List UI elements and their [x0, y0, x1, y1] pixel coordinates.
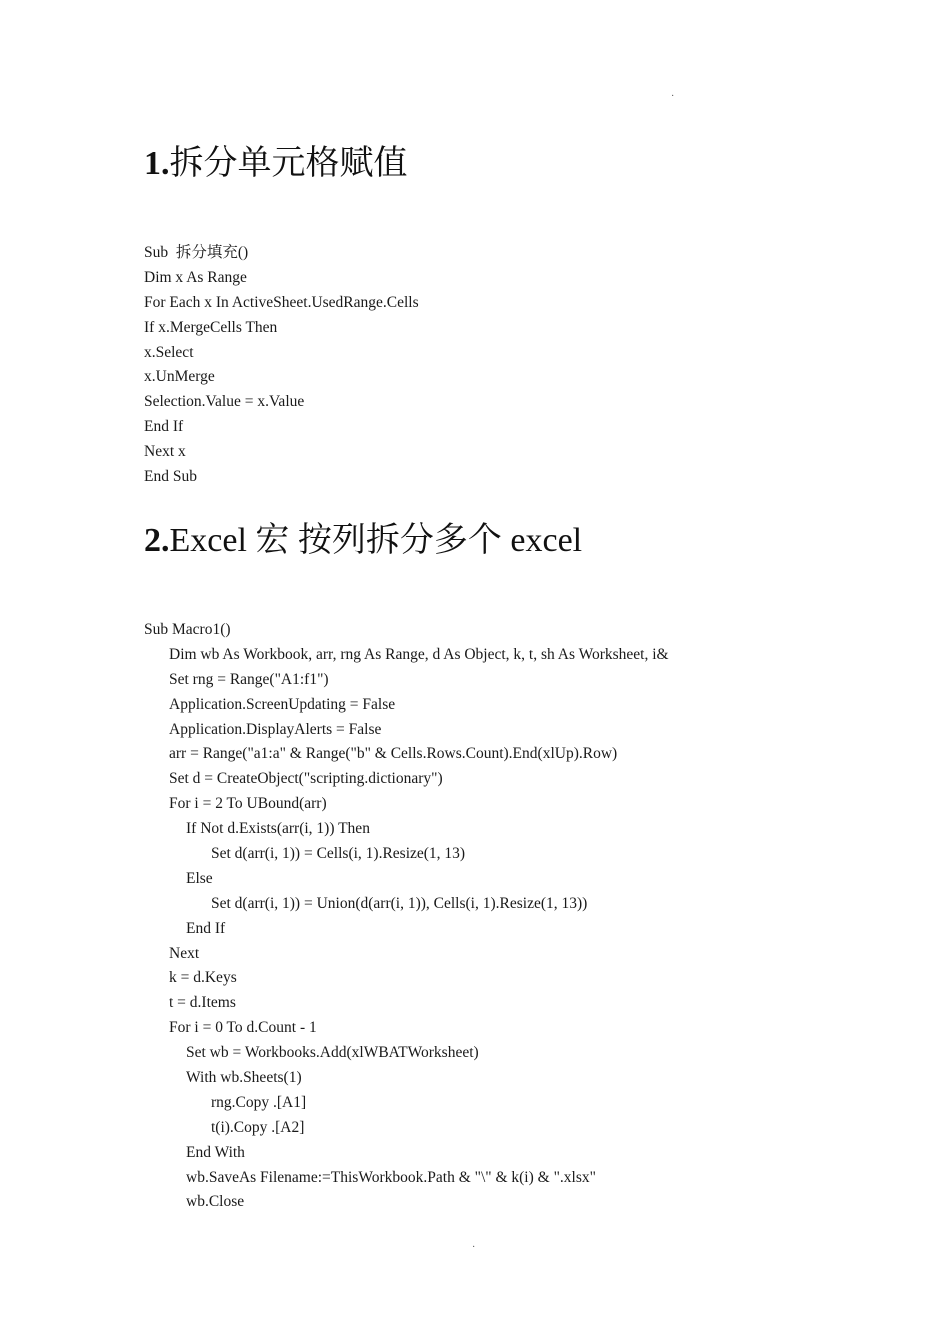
- code-line: End If: [144, 418, 184, 436]
- section-2-heading: [144, 521, 582, 561]
- code-line: End With: [186, 1143, 245, 1161]
- code-line: x.Select: [144, 343, 194, 361]
- code-line: Set d(arr(i, 1)) = Cells(i, 1).Resize(1, 13): [211, 845, 466, 863]
- section-1-code: [144, 241, 419, 490]
- code-line: With wb.Sheets(1): [186, 1069, 302, 1087]
- code-line: For i = 2 To UBound(arr): [169, 795, 327, 813]
- header-dot: ·: [671, 91, 675, 102]
- section-1-title: 拆分单元格赋值: [169, 145, 408, 182]
- code-line: Next: [169, 944, 200, 962]
- section-1-heading: [144, 144, 408, 184]
- code-line: For i = 0 To d.Count - 1: [169, 1019, 317, 1037]
- code-line: Sub 拆分填充(): [144, 244, 249, 261]
- code-line: t(i).Copy .[A2]: [211, 1118, 305, 1136]
- code-line: wb.SaveAs Filename:=ThisWorkbook.Path & "\" & k(i) & ".xlsx": [186, 1168, 596, 1186]
- code-line: k = d.Keys: [169, 969, 237, 987]
- code-line: Dim wb As Workbook, arr, rng As Range, d As Object, k, t, sh As Worksheet, i&: [169, 645, 669, 663]
- code-line: End If: [186, 919, 226, 937]
- footer-dot: ·: [472, 1242, 476, 1253]
- code-line: Set d = CreateObject("scripting.dictionary"): [169, 770, 443, 788]
- code-line: Set wb = Workbooks.Add(xlWBATWorksheet): [186, 1044, 479, 1062]
- code-line: arr = Range("a1:a" & Range("b" & Cells.Rows.Count).End(xlUp).Row): [169, 745, 618, 763]
- code-line: t = d.Items: [169, 994, 236, 1012]
- section-2-number: 2.: [144, 522, 170, 559]
- code-line: Dim x As Range: [144, 268, 247, 286]
- section-1-number: 1.: [144, 145, 170, 182]
- code-line: If Not d.Exists(arr(i, 1)) Then: [186, 820, 370, 838]
- code-line: Application.ScreenUpdating = False: [169, 695, 396, 713]
- code-line: x.UnMerge: [144, 368, 215, 386]
- code-line: Set d(arr(i, 1)) = Union(d(arr(i, 1)), Cells(i, 1).Resize(1, 13)): [211, 894, 588, 912]
- section-2-title: Excel 宏 按列拆分多个 excel: [169, 522, 583, 559]
- code-line: Next x: [144, 443, 186, 461]
- code-line: Selection.Value = x.Value: [144, 393, 305, 411]
- code-line: wb.Close: [186, 1193, 245, 1211]
- code-line: Set rng = Range("A1:f1"): [169, 670, 329, 688]
- code-line: For Each x In ActiveSheet.UsedRange.Cells: [144, 293, 419, 311]
- code-line: If x.MergeCells Then: [144, 318, 278, 336]
- code-line: rng.Copy .[A1]: [211, 1093, 307, 1111]
- code-line: Else: [186, 869, 213, 887]
- code-line: Sub Macro1(): [144, 621, 231, 638]
- section-2-code: [144, 618, 669, 1215]
- code-line: End Sub: [144, 468, 197, 486]
- code-line: Application.DisplayAlerts = False: [169, 720, 382, 738]
